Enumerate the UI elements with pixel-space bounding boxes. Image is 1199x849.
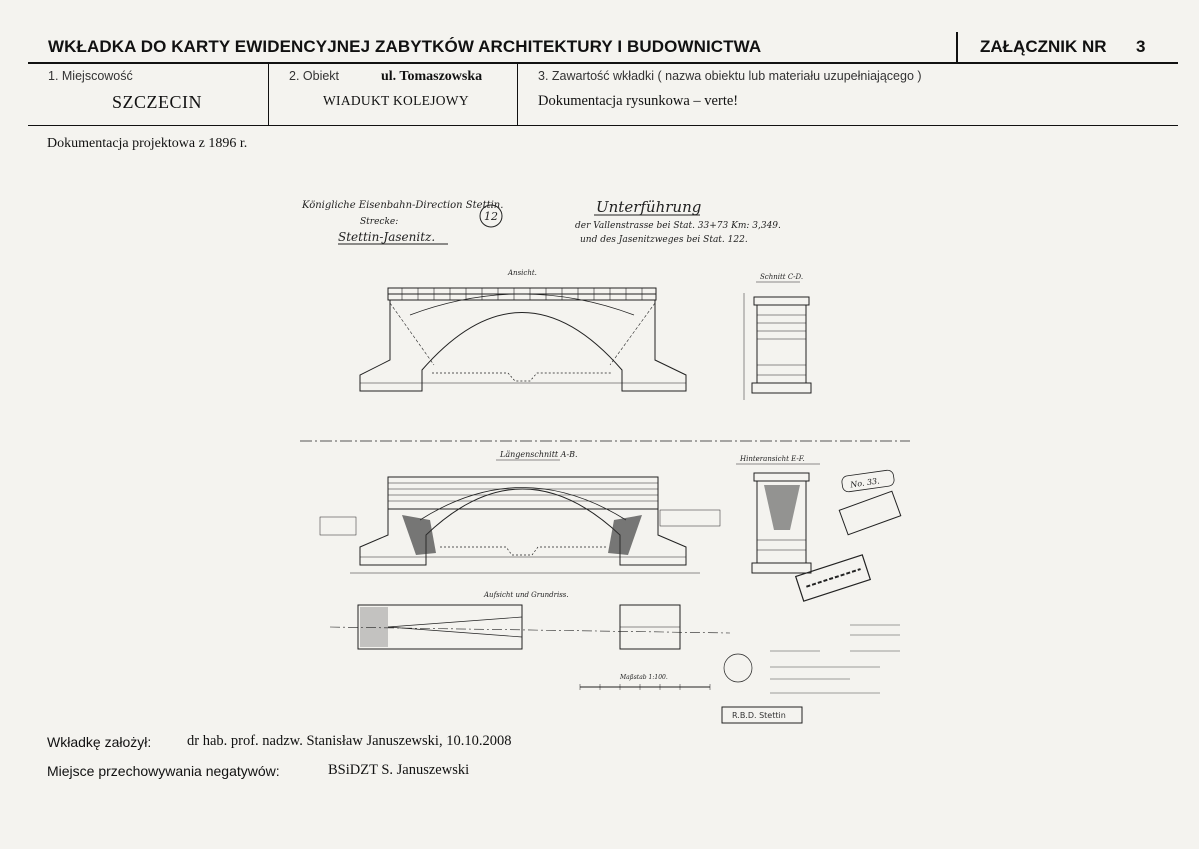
form-title: WKŁADKA DO KARTY EWIDENCYJNEJ ZABYTKÓW ARCHITEKTURY I BUDOWNICTWA bbox=[48, 37, 762, 56]
drawing-main-title: Unterführung bbox=[596, 198, 702, 216]
section-ef-label: Hinteransicht E-F. bbox=[740, 455, 805, 463]
drawing-title-block-line2: Strecke: bbox=[360, 217, 399, 227]
locality-value: SZCZECIN bbox=[112, 92, 203, 112]
seal-circle bbox=[724, 654, 752, 682]
author-value: dr hab. prof. nadzw. Stanisław Januszewski, 10.10.2008 bbox=[187, 733, 512, 749]
elevation-label: Ansicht. bbox=[508, 269, 537, 277]
author-label: Wkładkę założył: bbox=[47, 734, 152, 750]
documentation-note: Dokumentacja projektowa z 1896 r. bbox=[47, 136, 248, 151]
sheet-number: 12 bbox=[484, 210, 498, 223]
object-street: ul. Tomaszowska bbox=[381, 69, 483, 84]
drawing-subtitle-2: und des Jasenitzweges bei Stat. 122. bbox=[580, 235, 748, 245]
annex-number: 3 bbox=[1136, 37, 1146, 56]
stamp-rbd: R.B.D. Stettin bbox=[732, 711, 786, 720]
header-divider bbox=[956, 32, 958, 62]
object-value: WIADUKT KOLEJOWY bbox=[323, 93, 469, 108]
scale-label: Maßstab 1:100. bbox=[620, 674, 668, 681]
plan-label: Aufsicht und Grundriss. bbox=[484, 591, 569, 599]
storage-label: Miejsce przechowywania negatywów: bbox=[47, 763, 280, 779]
storage-value: BSiDZT S. Januszewski bbox=[328, 762, 470, 778]
contents-cell bbox=[518, 64, 1178, 125]
object-cell bbox=[268, 64, 518, 125]
stamp-number: No. 33. bbox=[849, 476, 881, 490]
locality-cell bbox=[28, 64, 269, 125]
contents-label: 3. Zawartość wkładki ( nazwa obiektu lub materiału uzupełniającego ) bbox=[538, 69, 922, 83]
info-row bbox=[28, 64, 1178, 126]
long-section-label: Längenschnitt A-B. bbox=[500, 450, 578, 459]
technical-drawing bbox=[290, 155, 920, 730]
form-header bbox=[28, 30, 1178, 64]
drawing-subtitle-1: der Vallenstrasse bei Stat. 33+73 Km: 3,349. bbox=[575, 221, 781, 231]
contents-value: Dokumentacja rysunkowa – verte! bbox=[538, 93, 739, 109]
section-cd-label: Schnitt C-D. bbox=[760, 273, 804, 281]
locality-label: 1. Miejscowość bbox=[48, 69, 133, 83]
viaduct-drawing-svg bbox=[290, 155, 920, 730]
object-label: 2. Obiekt bbox=[289, 69, 340, 83]
annex-label: ZAŁĄCZNIK NR bbox=[980, 37, 1107, 56]
drawing-title-block-line3: Stettin-Jasenitz. bbox=[338, 230, 436, 244]
drawing-title-block-line1: Königliche Eisenbahn-Direction Stettin. bbox=[302, 200, 504, 211]
